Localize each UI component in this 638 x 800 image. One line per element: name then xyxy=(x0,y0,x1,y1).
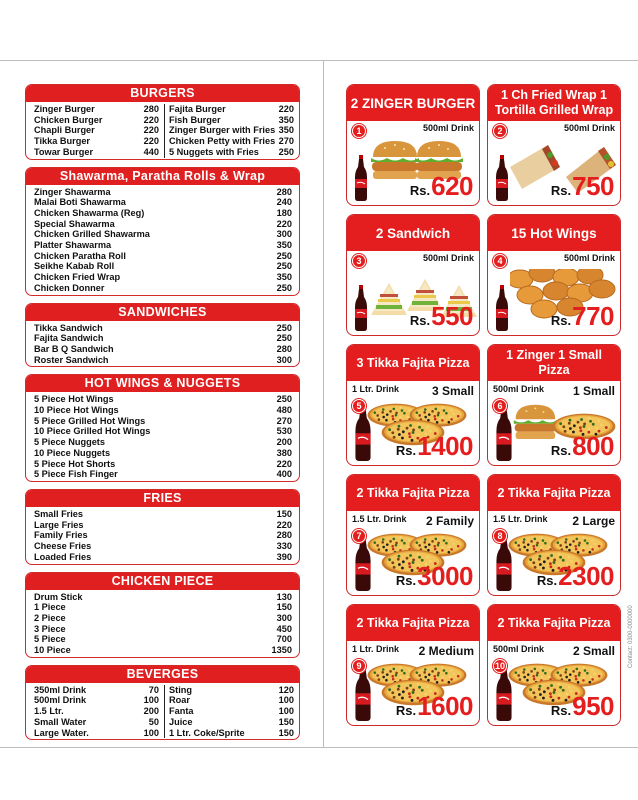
menu-item xyxy=(169,115,294,126)
deal-price xyxy=(410,302,473,335)
sandwiches-section xyxy=(25,303,300,368)
deal-number-badge: 2 xyxy=(493,124,507,138)
item-name: 5 Piece Hot Shorts xyxy=(34,458,116,469)
item-name: Chicken Fried Wrap xyxy=(34,272,121,283)
item-price: 200 xyxy=(276,437,292,448)
menu-item xyxy=(169,136,294,147)
deal-price xyxy=(396,432,473,465)
section-title: BEVERGES xyxy=(26,666,299,683)
item-name: Towar Burger xyxy=(34,146,94,157)
fries-list xyxy=(26,507,299,564)
item-name: Chicken Shawarma (Reg) xyxy=(34,207,145,218)
item-price: 530 xyxy=(276,426,292,437)
deal-title: 2 Tikka Fajita Pizza xyxy=(347,605,479,641)
deal-number-badge: 5 xyxy=(352,399,366,413)
item-price: 250 xyxy=(276,333,292,344)
section-title: BURGERS xyxy=(26,85,299,102)
item-name: 5 Piece Hot Wings xyxy=(34,394,114,405)
menu-item xyxy=(34,272,292,283)
deal-price xyxy=(410,172,473,205)
deal-title: 1 Zinger 1 Small Pizza xyxy=(488,345,620,381)
item-price: 150 xyxy=(278,716,294,727)
deal-title: 2 Tikka Fajita Pizza xyxy=(347,475,479,511)
item-price: 350 xyxy=(276,240,292,251)
fries-section xyxy=(25,489,300,565)
deal-pizza-size: 2 Large xyxy=(572,514,615,528)
deal-drink: 500ml Drink xyxy=(563,123,615,133)
item-name: Small Water xyxy=(34,716,87,727)
item-name: 2 Piece xyxy=(34,612,66,623)
menu-item xyxy=(34,136,159,147)
item-price: 380 xyxy=(276,447,292,458)
item-name: Chicken Burger xyxy=(34,114,103,125)
deal-title: 2 ZINGER BURGER xyxy=(347,85,479,121)
menu-item xyxy=(34,448,292,459)
item-price: 180 xyxy=(276,207,292,218)
item-name: Roar xyxy=(169,695,190,706)
menu-item xyxy=(34,717,159,728)
item-name: Fanta xyxy=(169,706,194,717)
item-price: 300 xyxy=(276,612,292,623)
currency-label: Rs. xyxy=(550,183,572,198)
deal-title: 2 Tikka Fajita Pizza xyxy=(488,605,620,641)
deal-price xyxy=(551,432,614,465)
item-name: Chicken Donner xyxy=(34,282,105,293)
deal-price xyxy=(396,692,473,725)
item-name: Tikka Burger xyxy=(34,136,90,147)
item-price: 390 xyxy=(276,551,292,562)
item-name: Seikhe Kabab Roll xyxy=(34,261,115,272)
menu-item xyxy=(34,405,292,416)
menu-item xyxy=(169,147,294,158)
section-title: Shawarma, Paratha Rolls & Wrap xyxy=(26,168,299,185)
deal-drink: 500ml Drink xyxy=(422,253,474,263)
item-name: Chapli Burger xyxy=(34,125,95,136)
item-price: 450 xyxy=(276,623,292,634)
menu-item xyxy=(34,147,159,158)
currency-label: Rs. xyxy=(536,573,558,588)
item-price: 150 xyxy=(276,508,292,519)
deal-card-10[interactable] xyxy=(487,604,621,726)
currency-label: Rs. xyxy=(550,703,572,718)
burgers-section xyxy=(25,84,300,160)
item-price: 220 xyxy=(276,218,292,229)
item-price: 220 xyxy=(143,114,159,125)
currency-label: Rs. xyxy=(395,443,417,458)
item-price: 220 xyxy=(278,104,294,114)
item-price: 280 xyxy=(276,343,292,354)
deal-card-4[interactable] xyxy=(487,214,621,336)
deal-price xyxy=(551,302,614,335)
menu-item xyxy=(34,261,292,272)
item-price: 240 xyxy=(276,197,292,208)
shawarma-section xyxy=(25,167,300,296)
currency-label: Rs. xyxy=(395,703,417,718)
item-name: Special Shawarma xyxy=(34,218,115,229)
item-price: 280 xyxy=(276,186,292,197)
menu-item xyxy=(34,426,292,437)
deal-title: 15 Hot Wings xyxy=(488,215,620,251)
item-name: Juice xyxy=(169,716,193,727)
menu-item xyxy=(169,125,294,136)
item-name: Loaded Fries xyxy=(34,551,92,562)
deal-body xyxy=(488,641,620,726)
menu-item xyxy=(34,509,292,520)
item-price: 330 xyxy=(276,541,292,552)
menu-item xyxy=(34,416,292,427)
deal-card-5[interactable] xyxy=(346,344,480,466)
item-price: 350 xyxy=(276,272,292,283)
deal-pizza-size: 2 Small xyxy=(572,644,615,658)
item-name: Sting xyxy=(169,684,192,695)
menu-item xyxy=(34,728,159,739)
item-name: 10 Piece Grilled Hot Wings xyxy=(34,426,151,437)
menu-item xyxy=(34,552,292,563)
deal-body xyxy=(347,251,479,336)
deal-body xyxy=(488,121,620,206)
price-value: 770 xyxy=(572,301,614,331)
deal-number-badge: 1 xyxy=(352,124,366,138)
item-price: 220 xyxy=(143,136,159,147)
currency-label: Rs. xyxy=(409,313,431,328)
deal-card-1[interactable] xyxy=(346,84,480,206)
menu-item xyxy=(34,355,292,366)
menu-item xyxy=(34,530,292,541)
item-price: 1350 xyxy=(271,645,292,656)
item-name: 5 Piece Grilled Hot Wings xyxy=(34,415,146,426)
deal-drink: 1 Ltr. Drink xyxy=(352,644,400,654)
price-value: 1400 xyxy=(417,431,473,461)
menu-item xyxy=(169,706,294,717)
cola-bottle-icon xyxy=(354,155,368,201)
item-name: Chicken Paratha Roll xyxy=(34,250,126,261)
item-price: 270 xyxy=(278,136,294,147)
section-title: CHICKEN PIECE xyxy=(26,573,299,590)
menu-item xyxy=(34,645,292,656)
price-value: 950 xyxy=(572,691,614,721)
menu-item xyxy=(34,197,292,208)
item-price: 280 xyxy=(143,104,159,114)
item-name: Bar B Q Sandwich xyxy=(34,343,114,354)
item-price: 250 xyxy=(276,322,292,333)
item-price: 300 xyxy=(276,354,292,365)
menu-item xyxy=(34,125,159,136)
deal-drink: 500ml Drink xyxy=(422,123,474,133)
deal-number-badge: 8 xyxy=(493,529,507,543)
item-name: Platter Shawarma xyxy=(34,240,112,251)
item-name: Chicken Grilled Shawarma xyxy=(34,229,150,240)
item-price: 100 xyxy=(143,727,159,738)
menu-item xyxy=(34,459,292,470)
deal-card-7[interactable] xyxy=(346,474,480,596)
menu-item xyxy=(34,695,159,706)
item-price: 150 xyxy=(278,727,294,738)
deal-price xyxy=(551,692,614,725)
menu-item xyxy=(34,229,292,240)
item-price: 100 xyxy=(278,706,294,717)
deal-title: 2 Tikka Fajita Pizza xyxy=(488,475,620,511)
currency-label: Rs. xyxy=(395,573,417,588)
item-name: 10 Piece Hot Wings xyxy=(34,405,119,416)
item-price: 480 xyxy=(276,405,292,416)
item-price: 250 xyxy=(276,250,292,261)
deal-pizza-size: 3 Small xyxy=(431,384,474,398)
item-price: 270 xyxy=(276,415,292,426)
item-name: Chicken Petty with Fries xyxy=(169,136,276,147)
item-name: 3 Piece xyxy=(34,623,66,634)
menu-item xyxy=(34,115,159,126)
deal-body xyxy=(347,121,479,206)
menu-item xyxy=(34,104,159,115)
deal-number-badge: 10 xyxy=(494,661,505,671)
menu-item xyxy=(34,613,292,624)
side-note: Contact: 0300-0000000 xyxy=(628,605,634,668)
item-price: 440 xyxy=(143,146,159,157)
price-value: 620 xyxy=(431,171,473,201)
deal-drink: 500ml Drink xyxy=(493,384,545,394)
item-name: Zinger Shawarma xyxy=(34,186,111,197)
item-price: 100 xyxy=(143,695,159,706)
deal-number-badge: 6 xyxy=(493,399,507,413)
menu-item xyxy=(34,685,159,696)
deal-drink: 1.5 Ltr. Drink xyxy=(352,514,407,524)
menu-item xyxy=(169,695,294,706)
deal-card-9[interactable] xyxy=(346,604,480,726)
item-name: Cheese Fries xyxy=(34,541,92,552)
deal-price xyxy=(551,172,614,205)
item-name: Roster Sandwich xyxy=(34,354,109,365)
item-price: 50 xyxy=(148,716,159,727)
deal-drink: 1.5 Ltr. Drink xyxy=(493,514,548,524)
menu-item xyxy=(34,344,292,355)
deal-body xyxy=(488,511,620,596)
item-price: 350 xyxy=(278,114,294,125)
currency-label: Rs. xyxy=(550,443,572,458)
item-name: 10 Piece xyxy=(34,645,71,656)
deal-number-badge: 9 xyxy=(352,659,366,673)
menu-item xyxy=(34,208,292,219)
item-price: 150 xyxy=(276,602,292,613)
item-name: 5 Nuggets with Fries xyxy=(169,146,259,157)
price-value: 2300 xyxy=(558,561,614,591)
item-name: 5 Piece Fish Finger xyxy=(34,469,118,480)
deal-number-badge: 7 xyxy=(352,529,366,543)
deal-number-badge: 4 xyxy=(493,254,507,268)
deal-title: 1 Ch Fried Wrap 1 Tortilla Grilled Wrap xyxy=(488,85,620,121)
deal-body xyxy=(488,381,620,466)
item-price: 220 xyxy=(276,458,292,469)
section-title: HOT WINGS & NUGGETS xyxy=(26,375,299,392)
price-value: 1600 xyxy=(417,691,473,721)
menu-item xyxy=(34,602,292,613)
deal-pizza-size: 2 Medium xyxy=(418,644,474,658)
menu-item xyxy=(34,394,292,405)
item-name: Large Water. xyxy=(34,727,89,738)
item-price: 250 xyxy=(276,394,292,405)
menu-item xyxy=(34,706,159,717)
deal-title: 2 Sandwich xyxy=(347,215,479,251)
item-name: Zinger Burger with Fries xyxy=(169,125,276,136)
deal-drink: 500ml Drink xyxy=(493,644,545,654)
deal-number-badge: 3 xyxy=(352,254,366,268)
item-name: 5 Piece xyxy=(34,634,66,645)
menu-item xyxy=(169,685,294,696)
item-name: 1.5 Ltr. xyxy=(34,706,64,717)
menu-item xyxy=(34,520,292,531)
cola-bottle-icon xyxy=(354,285,368,331)
item-name: 1 Ltr. Coke/Sprite xyxy=(169,727,245,738)
menu-item xyxy=(34,240,292,251)
item-price: 100 xyxy=(278,695,294,706)
menu-item xyxy=(34,437,292,448)
price-value: 800 xyxy=(572,431,614,461)
section-title: SANDWICHES xyxy=(26,304,299,321)
item-name: Fish Burger xyxy=(169,114,221,125)
deal-card-8[interactable] xyxy=(487,474,621,596)
price-value: 3000 xyxy=(417,561,473,591)
item-name: Large Fries xyxy=(34,519,84,530)
fold-line xyxy=(323,60,324,748)
deal-drink: 500ml Drink xyxy=(563,253,615,263)
item-price: 350 xyxy=(278,125,294,136)
beverages-section xyxy=(25,665,300,741)
chicken-section xyxy=(25,572,300,658)
item-price: 300 xyxy=(276,229,292,240)
item-price: 280 xyxy=(276,530,292,541)
item-price: 400 xyxy=(276,469,292,480)
item-name: Malai Boti Shawarma xyxy=(34,197,126,208)
deal-price xyxy=(396,562,473,595)
menu-item xyxy=(34,469,292,480)
item-name: Fajita Sandwich xyxy=(34,333,104,344)
item-price: 200 xyxy=(143,706,159,717)
item-price: 120 xyxy=(278,684,294,695)
price-value: 750 xyxy=(572,171,614,201)
deal-body xyxy=(488,251,620,336)
item-name: 350ml Drink xyxy=(34,684,87,695)
menu-item xyxy=(34,323,292,334)
menu-item xyxy=(34,592,292,603)
item-price: 700 xyxy=(276,634,292,645)
menu-item xyxy=(169,104,294,115)
item-price: 220 xyxy=(143,125,159,136)
chicken-list xyxy=(26,590,299,657)
item-price: 130 xyxy=(276,591,292,602)
menu-item xyxy=(169,728,294,739)
sandwiches-list xyxy=(26,321,299,367)
item-price: 250 xyxy=(276,282,292,293)
burgers-col-1 xyxy=(34,104,165,158)
item-name: Fajita Burger xyxy=(169,104,226,114)
item-name: Zinger Burger xyxy=(34,104,95,114)
deal-body xyxy=(347,381,479,466)
deal-body xyxy=(347,641,479,726)
shawarma-list xyxy=(26,185,299,295)
menu-item xyxy=(34,333,292,344)
menu-item xyxy=(34,251,292,262)
beverages-col-2 xyxy=(165,685,294,739)
item-name: 5 Piece Nuggets xyxy=(34,437,105,448)
menu-item xyxy=(34,624,292,635)
currency-label: Rs. xyxy=(550,313,572,328)
wings-section xyxy=(25,374,300,482)
section-title: FRIES xyxy=(26,490,299,507)
menu-item xyxy=(34,541,292,552)
menu-item xyxy=(34,634,292,645)
price-value: 550 xyxy=(431,301,473,331)
deal-card-6[interactable] xyxy=(487,344,621,466)
wings-list xyxy=(26,392,299,481)
deal-drink: 1 Ltr. Drink xyxy=(352,384,400,394)
item-price: 70 xyxy=(148,684,159,695)
deal-title: 3 Tikka Fajita Pizza xyxy=(347,345,479,381)
menu-item xyxy=(34,187,292,198)
item-name: Drum Stick xyxy=(34,591,83,602)
item-name: Family Fries xyxy=(34,530,88,541)
menu-item xyxy=(34,219,292,230)
deal-card-3[interactable] xyxy=(346,214,480,336)
deal-body xyxy=(347,511,479,596)
item-price: 220 xyxy=(276,519,292,530)
deal-pizza-size: 1 Small xyxy=(572,384,615,398)
deal-pizza-size: 2 Family xyxy=(425,514,474,528)
item-name: Small Fries xyxy=(34,508,84,519)
item-name: 10 Piece Nuggets xyxy=(34,447,111,458)
item-price: 250 xyxy=(276,261,292,272)
menu-item xyxy=(34,283,292,294)
cola-bottle-icon xyxy=(495,285,509,331)
item-price: 250 xyxy=(278,146,294,157)
beverages-col-1 xyxy=(34,685,165,739)
cola-bottle-icon xyxy=(495,155,509,201)
item-name: 1 Piece xyxy=(34,602,66,613)
item-name: 500ml Drink xyxy=(34,695,87,706)
menu-item xyxy=(169,717,294,728)
menu-list xyxy=(25,84,300,747)
burgers-col-2 xyxy=(165,104,294,158)
item-name: Tikka Sandwich xyxy=(34,322,103,333)
currency-label: Rs. xyxy=(409,183,431,198)
deal-card-2[interactable] xyxy=(487,84,621,206)
deal-price xyxy=(537,562,614,595)
